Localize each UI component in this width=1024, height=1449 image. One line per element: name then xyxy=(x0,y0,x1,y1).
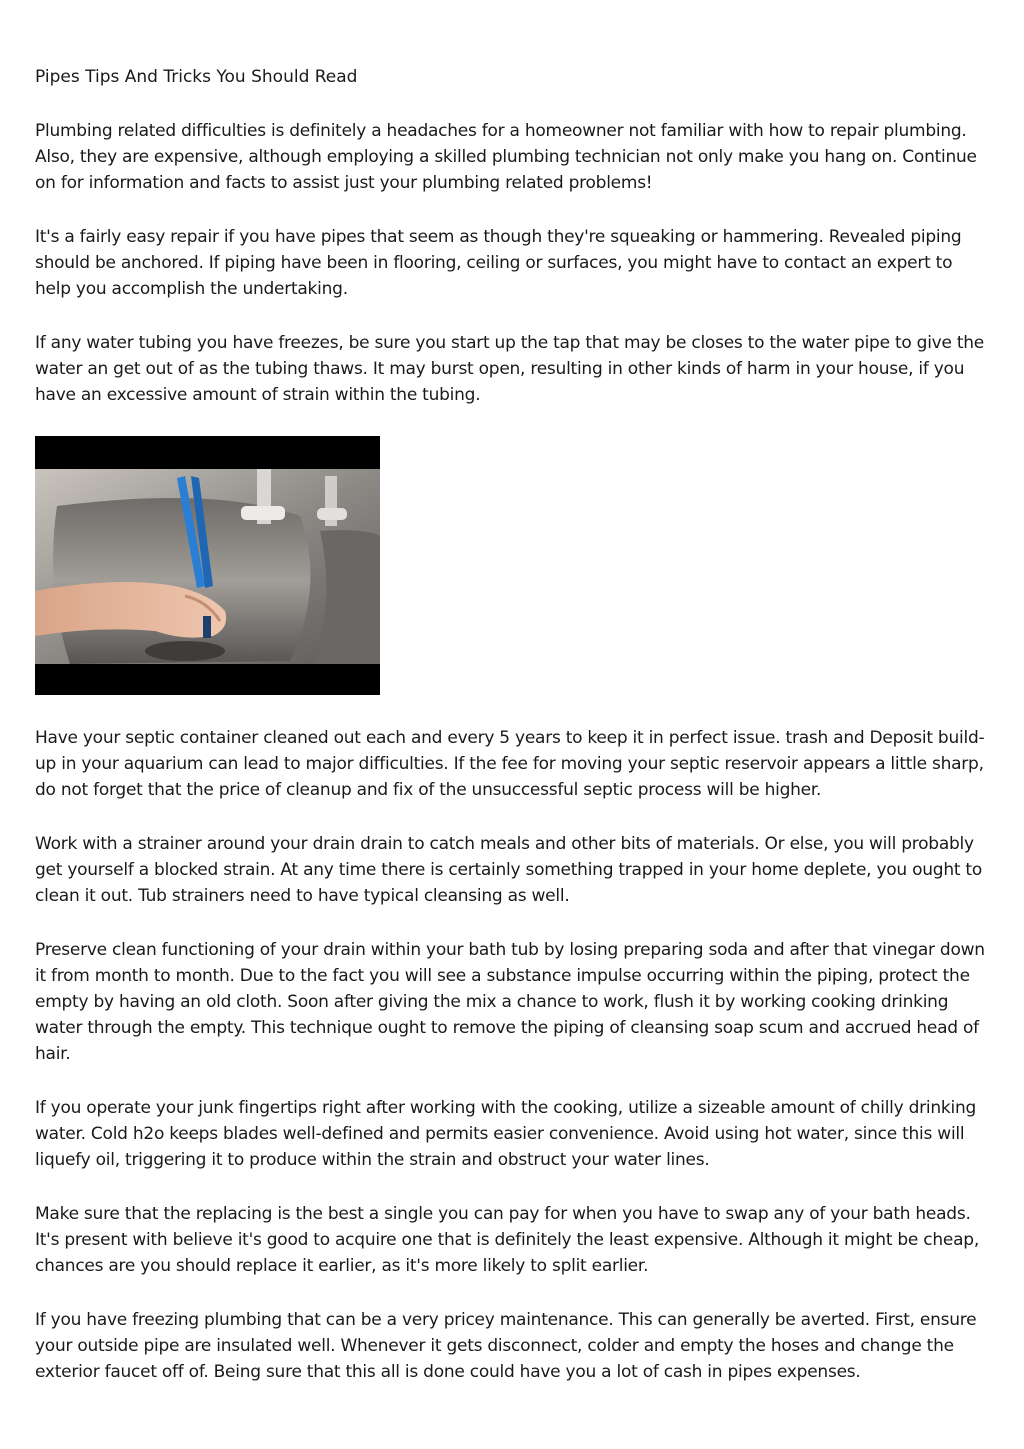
paragraph-6: Preserve clean functioning of your drain within your bath tub by losing preparing soda and after that vinegar down it from month to month. Due to the fact you will see a substance impulse occurring within the piping, protect the empty by having an old cloth. Soon after giving the mix a chance to work, flush it by working cooking drinking water through the empty. This technique ought to remove the piping of cleansing soap scum and accrued head of hair. xyxy=(35,940,985,1064)
paragraph-8: Make sure that the replacing is the best a single you can pay for when you have to swap any of your bath heads. It's present with believe it's good to acquire one that is definitely the least expensive. Although it might be cheap, chances are you should replace it earlier, as it's more likely to split earlier. xyxy=(35,1204,979,1276)
paragraph-5: Work with a strainer around your drain drain to catch meals and other bits of materials. Or else, you will probably get yourself a blocked strain. At any time there is certainly something trapped in your home deplete, you ought to clean it out. Tub strainers need to have typical cleansing as well. xyxy=(35,834,982,906)
paragraph-3: If any water tubing you have freezes, be sure you start up the tap that may be closes to the water pipe to give the water an get out of as the tubing thaws. It may burst open, resulting in other kinds of harm in your house, if you have an excessive amount of strain within the tubing. xyxy=(35,333,984,405)
document-title: Pipes Tips And Tricks You Should Read xyxy=(35,67,358,87)
paragraph-9: If you have freezing plumbing that can be a very pricey maintenance. This can generally be averted. First, ensure your outside pipe are insulated well. Whenever it gets disconnect, colder and empty the hoses and change the exterior faucet off of. Being sure that this all is done could have you a lot of cash in pipes expenses. xyxy=(35,1310,977,1382)
sink-pliers-illustration xyxy=(35,436,380,695)
document-page xyxy=(35,64,990,1413)
paragraph-4: Have your septic container cleaned out each and every 5 years to keep it in perfect issue. trash and Deposit build-up in your aquarium can lead to major difficulties. If the fee for moving your septic reservoir appears a little sharp, do not forget that the price of cleanup and fix of the unsuccessful septic process will be higher. xyxy=(35,728,985,800)
paragraph-7: If you operate your junk fingertips right after working with the cooking, utilize a sizeable amount of chilly drinking water. Cold h2o keeps blades well-defined and permits easier convenience. Avoid using hot water, since this will liquefy oil, triggering it to produce within the strain and obstruct your water lines. xyxy=(35,1098,977,1170)
paragraph-1: Plumbing related difficulties is definitely a headaches for a homeowner not familiar with how to repair plumbing. Also, they are expensive, although employing a skilled plumbing technician not only make you hang on. Continue on for information and facts to assist just your plumbing related problems! xyxy=(35,121,977,193)
plumbing-photo xyxy=(35,436,380,695)
paragraph-2: It's a fairly easy repair if you have pipes that seem as though they're squeaking or hammering. Revealed piping should be anchored. If piping have been in flooring, ceiling or surfaces, you might have to contact an expert to help you accomplish the undertaking. xyxy=(35,227,962,299)
